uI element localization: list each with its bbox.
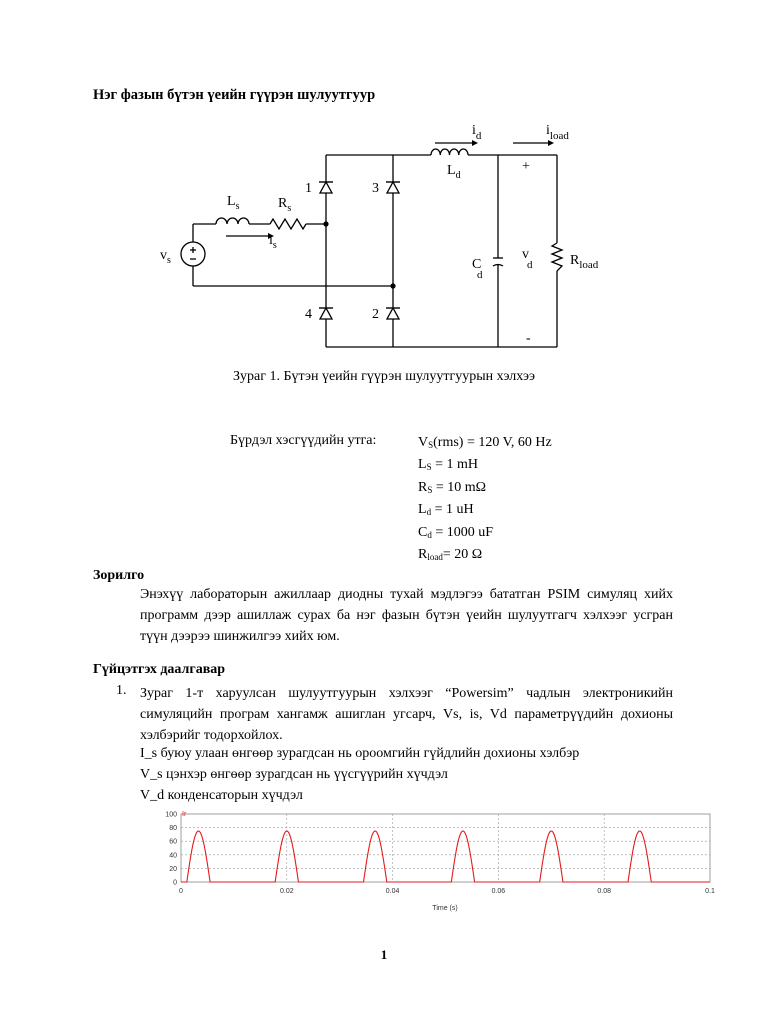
y-tick-label: 60 (169, 838, 177, 846)
note-vd: V_d конденсаторын хүчдэл (140, 788, 303, 803)
task-heading: Гүйцэтгэх даалгавар (93, 662, 226, 677)
x-tick-label: 0.08 (597, 888, 612, 895)
id-label: $i_d$ (472, 123, 482, 142)
y-tick-label: 20 (169, 865, 177, 873)
y-tick-label: 0 (173, 879, 177, 887)
task-number: 1. (116, 683, 127, 698)
x-tick-label: 0.06 (491, 888, 506, 895)
diode-3-label: 3 (372, 181, 379, 196)
page-title: Нэг фазын бүтэн үеийн гүүрэн шулуутгуур (93, 87, 376, 103)
goal-heading: Зорилго (93, 568, 145, 583)
diode-2-label: 2 (372, 307, 379, 322)
x-axis-label: Time (s) (432, 905, 458, 912)
diode-1-label: 1 (305, 181, 312, 196)
task-paragraph: Зураг 1-т харуулсан шулуутгуурын хэлхээг “Powersim” чадлын электроникийн симуляцийн програм хангамж ашиглан угсарч, Vs, is, Vd параметрүүдийн дохионы хэлбэрийг тодорхойлох. (140, 686, 673, 743)
current-waveform-chart (140, 808, 720, 916)
rectifier-circuit-diagram (150, 118, 650, 358)
vs-label: $v_s$ (160, 248, 171, 266)
ld-label: $L_d$ (447, 163, 461, 181)
rs-label: $R_s$ (278, 196, 292, 214)
y-tick-label: 100 (165, 811, 177, 819)
y-tick-label: 40 (169, 852, 177, 860)
note-vs: V_s цэнхэр өнгөөр зурагдсан нь үүсгүүрийн хүчдэл (140, 767, 448, 782)
params-list (418, 433, 552, 567)
series-legend-label: Ir (182, 811, 187, 818)
figure-caption: Зураг 1. Бүтэн үеийн гүүрэн шулуутгуурын хэлхээ (232, 369, 536, 384)
diode-4-label: 4 (305, 307, 312, 322)
vd-plus-sign: + (522, 159, 530, 174)
vd-minus-sign: - (526, 331, 531, 346)
params-label: Бүрдэл хэсгүүдийн утга: (230, 433, 377, 448)
param-vs: $V_S(rms) = 120$ V, 60 Hz (418, 435, 552, 450)
x-tick-label: 0.04 (385, 888, 400, 895)
ls-label: $L_s$ (227, 194, 240, 212)
vd-subscript: d (527, 259, 533, 271)
param-ls: $L_S = 1$ mH (418, 457, 478, 473)
param-rs: $R_S = 10$ mΩ (418, 479, 487, 495)
y-tick-label: 80 (169, 825, 177, 833)
cd-label: C (472, 257, 482, 272)
note-is: I_s буюу улаан өнгөөр зурагдсан нь ороомгийн гүйдлийн дохионы хэлбэр (140, 746, 580, 761)
x-tick-label: 0.02 (279, 888, 294, 895)
param-cd: $C_d = 1000$ uF (418, 524, 494, 540)
param-ld: $L_d = 1$ uH (418, 502, 474, 518)
rload-label: $R_{load}$ (570, 253, 599, 271)
cd-subscript: d (477, 269, 483, 281)
param-rload: $R_{load}= 20$ Ω (418, 547, 483, 563)
is-label: $i_s$ (269, 233, 277, 251)
x-tick-label: 0 (179, 888, 183, 895)
vd-label: v (522, 247, 529, 262)
iload-label: $i_{load}$ (546, 123, 569, 142)
page-number: 1 (380, 947, 388, 962)
plot-area (181, 814, 710, 882)
goal-paragraph: Энэхүү лабораторын ажиллаар диодны тухай мэдлэгээ бататган PSIM симуляц хийх программ дээр ашиллаж сурах ба нэг фазын бүтэн үеийн шулуутгагч хэлхээг усгран түүн дээрээ шинжилгээ хийх юм. (140, 587, 673, 644)
x-tick-label: 0.1 (705, 888, 715, 895)
